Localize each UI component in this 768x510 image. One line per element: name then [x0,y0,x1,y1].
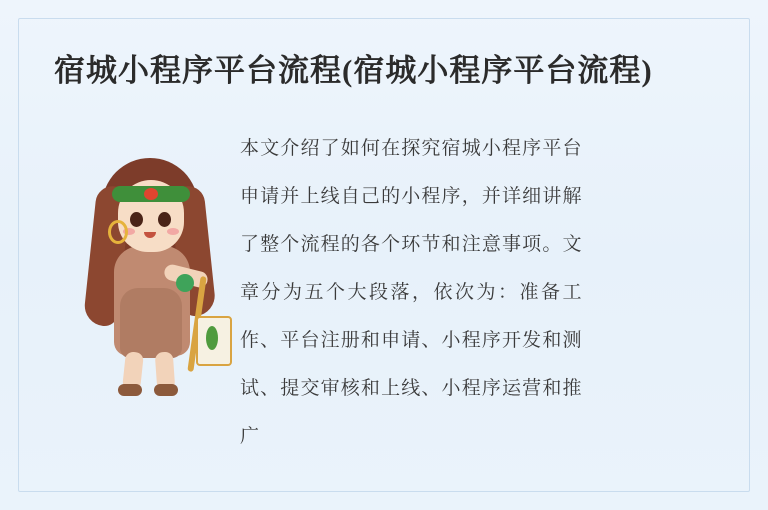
right-eye [158,212,171,227]
cartoon-girl-with-lantern-illustration [68,128,238,388]
earring-icon [108,220,128,244]
dress-shading [120,288,182,358]
hand-gem-icon [176,274,194,292]
headband-gem-icon [144,188,158,200]
article-summary-text: 本文介绍了如何在探究宿城小程序平台申请并上线自己的小程序，并详细讲解了整个流程的各个环节和注意事项。文章分为五个大段落，依次为：准备工作、平台注册和申请、小程序开发和测试、提交审核和上线、小程序运营和推广 [240,138,582,447]
left-eye [130,212,143,227]
lantern-leaf-icon [206,326,218,350]
right-blush [167,228,179,235]
article-body-wrapper [54,106,714,447]
page-title: 宿城小程序平台流程(宿城小程序平台流程) [54,53,653,88]
article-content [18,18,750,492]
left-shoe [118,384,142,396]
right-shoe [154,384,178,396]
